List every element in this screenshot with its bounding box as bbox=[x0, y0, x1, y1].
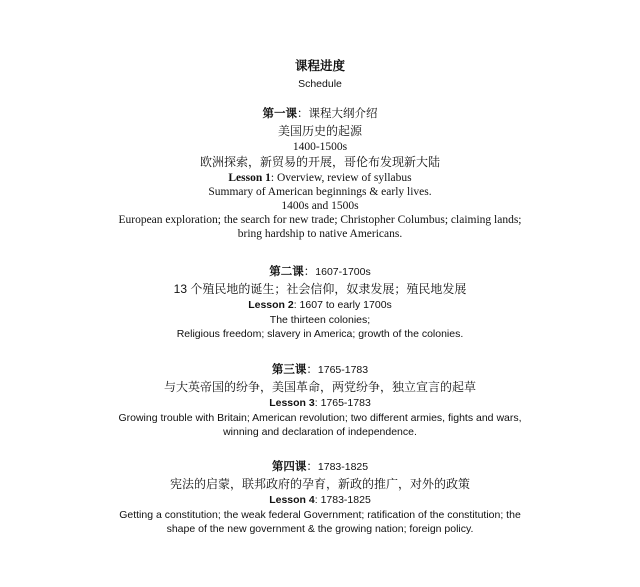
lesson-1-cn-line-2: 1400-1500s bbox=[292, 141, 348, 153]
lesson-3-en-line-2: winning and declaration of independence. bbox=[223, 426, 417, 438]
lesson-4-cn-line-1: 宪法的启蒙，联邦政府的孕育，新政的推广，对外的政策 bbox=[169, 477, 470, 491]
lesson-2-cn-heading bbox=[0, 264, 640, 281]
lesson-1-en-label: Lesson 1 bbox=[228, 172, 271, 184]
lesson-2-en-line-2: Religious freedom; slavery in America; growth of the colonies. bbox=[176, 328, 464, 340]
lesson-2-en-label: Lesson 2 bbox=[248, 299, 294, 311]
lesson-2-en-heading bbox=[0, 298, 640, 313]
lesson-3-cn-label: 第三课 bbox=[271, 364, 307, 376]
lesson-1-en-line-1: Summary of American beginnings & early lives. bbox=[208, 186, 432, 198]
lesson-3-cn-line-1: 与大英帝国的纷争，美国革命，两党纷争，独立宣言的起草 bbox=[163, 380, 476, 394]
lesson-1-cn-label: 第一课 bbox=[262, 108, 297, 120]
lesson-1-en-heading bbox=[0, 171, 640, 185]
lesson-1-en-heading-rest: : Overview, review of syllabus bbox=[270, 172, 412, 184]
lesson-4-cn-heading bbox=[0, 459, 640, 476]
lesson-4-en-line-2: shape of the new government & the growing nation; foreign policy. bbox=[166, 523, 474, 535]
lesson-1-cn-separator: ： bbox=[297, 108, 309, 120]
lesson-2-cn-label: 第二课 bbox=[269, 266, 304, 278]
lesson-1-section bbox=[0, 106, 640, 241]
lesson-3-en-line-1: Growing trouble with Britain; American revolution; two different armies, fights and wars, bbox=[118, 411, 522, 424]
lesson-3-cn-heading bbox=[0, 362, 640, 379]
lesson-4-cn-separator: ： bbox=[306, 461, 318, 473]
lesson-3-en-heading-rest: : 1765-1783 bbox=[314, 397, 371, 409]
lesson-1-en-line-2: 1400s and 1500s bbox=[281, 200, 359, 212]
lesson-1-cn-line-1: 美国历史的起源 bbox=[277, 124, 362, 138]
page-subtitle: Schedule bbox=[298, 78, 342, 90]
lesson-4-en-heading bbox=[0, 493, 640, 508]
lesson-3-cn-heading-rest: 1765-1783 bbox=[317, 364, 369, 376]
lesson-4-cn-heading-rest: 1783-1825 bbox=[317, 461, 369, 473]
lesson-2-cn-heading-rest: 1607-1700s bbox=[315, 266, 371, 278]
lesson-2-en-heading-rest: : 1607 to early 1700s bbox=[293, 299, 392, 311]
lesson-3-cn-separator: ： bbox=[306, 364, 318, 376]
lesson-1-cn-heading-rest: 课程大纲介绍 bbox=[308, 108, 378, 120]
lesson-4-en-label: Lesson 4 bbox=[269, 494, 315, 506]
lesson-3-section bbox=[0, 362, 640, 440]
lesson-2-section bbox=[0, 264, 640, 342]
lesson-1-cn-line-3: 欧洲探索，新贸易的开展，哥伦布发现新大陆 bbox=[199, 155, 440, 169]
lesson-2-cn-separator: ： bbox=[303, 266, 316, 278]
page-title: 课程进度 bbox=[294, 59, 345, 73]
lesson-1-en-line-4: bring hardship to native Americans. bbox=[237, 228, 403, 240]
lesson-4-en-heading-rest: : 1783-1825 bbox=[314, 494, 371, 506]
lesson-1-cn-heading bbox=[0, 106, 640, 123]
lesson-4-en-line-1: Getting a constitution; the weak federal Government; ratification of the constitution; the bbox=[119, 508, 521, 521]
lesson-2-en-line-1: The thirteen colonies; bbox=[269, 313, 371, 326]
lesson-3-en-label: Lesson 3 bbox=[269, 397, 315, 409]
lesson-2-cn-line-1: 13 个殖民地的诞生；社会信仰，奴隶发展；殖民地发展 bbox=[173, 282, 467, 296]
lesson-1-en-line-3: European exploration; the search for new trade; Christopher Columbus; claiming lands; bbox=[118, 214, 522, 226]
lesson-4-cn-label: 第四课 bbox=[271, 461, 307, 473]
lesson-3-en-heading bbox=[0, 396, 640, 411]
lesson-4-section bbox=[0, 459, 640, 537]
